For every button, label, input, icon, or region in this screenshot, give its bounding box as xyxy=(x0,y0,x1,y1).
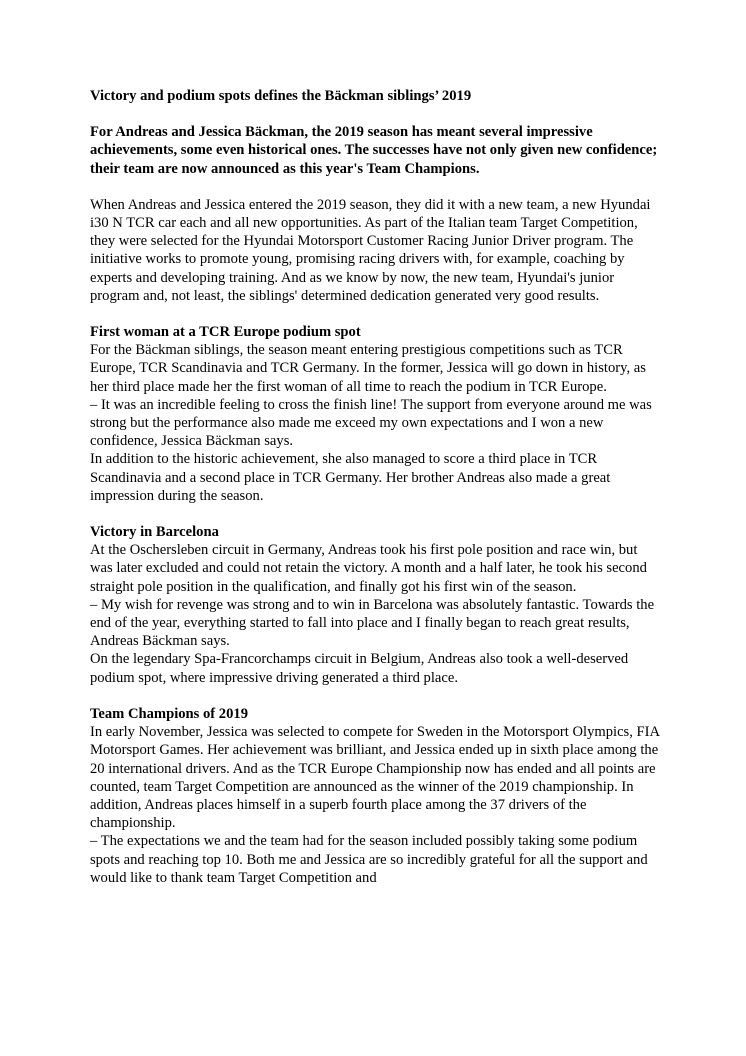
lead-paragraph: For Andreas and Jessica Bäckman, the 2019 season has meant several impressive achievements, some even historical ones. The successes have not only given new confidence; their team are now announced as this year's Team Champions. xyxy=(90,124,658,177)
body-paragraph: In early November, Jessica was selected to compete for Sweden in the Motorsport Olympics, FIA Motorsport Games. Her achievement was brilliant, and Jessica ended up in sixth place among the 20 international drivers. And as the TCR Europe Championship now has ended and all points are counted, team Target Competition are announced as the winner of the 2019 championship. In addition, Andreas places himself in a superb fourth place among the 37 drivers of the championship. xyxy=(90,724,660,832)
quote-paragraph: – It was an incredible feeling to cross the finish line! The support from everyone around me was strong but the performance also made me exceed my own expectations and I won a new confidence, Jessica Bäckman says. xyxy=(90,396,652,450)
body-paragraph: For the Bäckman siblings, the season meant entering prestigious competitions such as TCR Europe, TCR Scandinavia and TCR Germany. In the former, Jessica will go down in history, as her third place made her the first woman of all time to reach the podium in TCR Europe. xyxy=(90,342,646,395)
intro-paragraph: When Andreas and Jessica entered the 2019 season, they did it with a new team, a new Hyundai i30 N TCR car each and all new opportunities. As part of the Italian team Target Competition, they were selected for the Hyundai Motorsport Customer Racing Junior Driver program. The initiative works to promote young, promising racing drivers with, for example, coaching by experts and developing training. And as we know by now, the new team, Hyundai's junior program and, not least, the siblings' determined dedication generated very good results. xyxy=(90,196,651,304)
section-heading: Victory in Barcelona xyxy=(90,524,219,541)
body-paragraph: In addition to the historic achievement, she also managed to score a third place in TCR Scandinavia and a second place in TCR Germany. Her brother Andreas also made a great impression during the season. xyxy=(90,451,611,504)
section-heading: Team Champions of 2019 xyxy=(90,705,248,722)
document-page xyxy=(90,87,660,905)
section-first-woman xyxy=(90,323,660,505)
section-victory-barcelona xyxy=(90,523,660,687)
quote-paragraph: – My wish for revenge was strong and to win in Barcelona was absolutely fantastic. Towards the end of the year, everything started to fall into place and I finally began to reach great results, Andreas Bäckman says. xyxy=(90,596,655,650)
quote-paragraph: – The expectations we and the team had for the season included possibly taking some podium spots and reaching top 10. Both me and Jessica are so incredibly grateful for all the support and would like to thank team Target Competition and xyxy=(90,833,648,886)
section-team-champions xyxy=(90,705,660,887)
section-heading: First woman at a TCR Europe podium spot xyxy=(90,324,361,341)
body-paragraph: On the legendary Spa-Francorchamps circuit in Belgium, Andreas also took a well-deserved podium spot, where impressive driving generated a third place. xyxy=(90,651,629,686)
document-title: Victory and podium spots defines the Bäckman siblings’ 2019 xyxy=(90,88,472,104)
body-paragraph: At the Oschersleben circuit in Germany, Andreas took his first pole position and race win, but was later excluded and could not retain the victory. A month and a half later, he took his second straight pole position in the qualification, and finally got his first win of the season. xyxy=(90,542,647,595)
